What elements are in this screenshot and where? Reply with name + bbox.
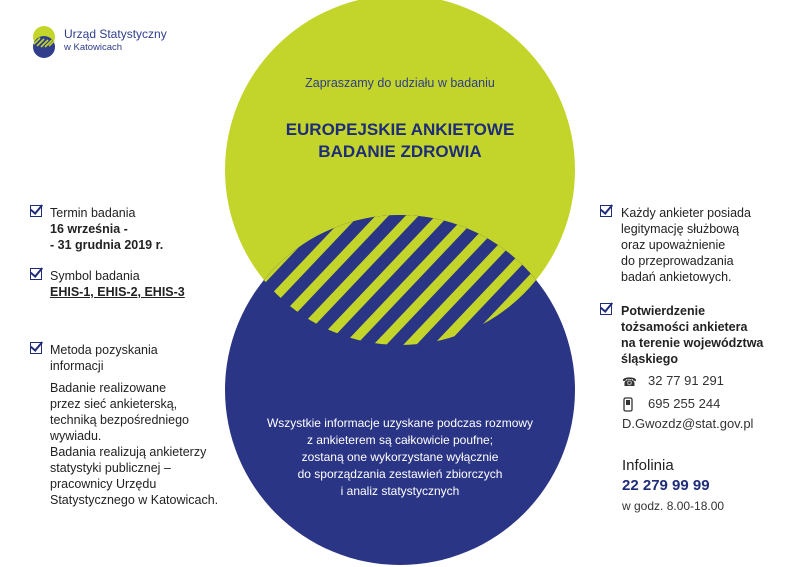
term-block [50,205,163,253]
method-line: wywiadu. [50,429,102,443]
invite-text: Zapraszamy do udziału w badaniu [305,76,495,90]
title-line2: BADANIE ZDROWIA [318,142,482,161]
verify-block [621,303,763,367]
phone-icon: ☎ [622,375,637,389]
method-line: pracownicy Urzędu [50,477,157,491]
symbol-label: Symbol badania [50,269,140,283]
confidential-line: i analiz statystycznych [340,484,460,498]
method-line: techniką bezpośredniego [50,413,189,427]
verify-line: na terenie województwa [621,336,764,350]
infolinia-number[interactable]: 22 279 99 99 [622,477,710,494]
symbol-value: EHIS-1, EHIS-2, EHIS-3 [50,285,185,299]
logo-line2: w Katowicach [64,42,123,53]
confidential-line: zostaną one wykorzystane wyłącznie [301,450,499,464]
verify-line: Potwierdzenie [621,304,706,318]
logo-mark-icon [28,26,60,58]
logo-text [64,28,167,54]
mobile-number[interactable]: 695 255 244 [648,396,721,411]
mobile-phone-icon [623,397,633,412]
id-line: Każdy ankieter posiada [621,206,751,220]
id-line: do przeprowadzania [621,254,734,268]
infolinia-label: Infolinia [622,457,674,474]
method-line: przez sieć ankieterską, [50,397,178,411]
checkbox-icon [30,268,42,280]
term-label: Termin badania [50,206,136,220]
hours-text: w godz. 8.00-18.00 [622,499,725,513]
id-block [621,205,751,285]
confidentiality-note [235,415,565,500]
phone-number[interactable]: 32 77 91 291 [648,373,724,388]
method-label-2: informacji [50,359,104,373]
verify-line: śląskiego [621,352,678,366]
method-line: Badanie realizowane [50,381,167,395]
logo-line1: Urząd Statystyczny [64,27,167,41]
checkbox-icon [30,342,42,354]
method-label-1: Metoda pozyskania [50,343,158,357]
email-link[interactable]: D.Gwozdz@stat.gov.pl [622,416,754,431]
method-line: Badania realizują ankieterzy [50,445,207,459]
method-line: statystyki publicznej – [50,461,171,475]
title-line1: EUROPEJSKIE ANKIETOWE [285,120,515,139]
checkbox-icon [30,205,42,217]
method-description [50,380,218,508]
checkbox-icon [600,303,612,315]
checkbox-icon [600,205,612,217]
logo [28,22,188,72]
method-line: Statystycznego w Katowicach. [50,493,219,507]
method-block [50,342,158,374]
confidential-line: Wszystkie informacje uzyskane podczas rozmowy [266,416,534,430]
symbol-block [50,268,185,300]
term-date-start: 16 września - [50,222,128,236]
id-line: badań ankietowych. [621,270,732,284]
id-line: legitymację służbową [621,222,740,236]
verify-line: tożsamości ankietera [621,320,748,334]
term-date-end: - 31 grudnia 2019 r. [50,238,164,252]
page-title [240,119,560,163]
confidential-line: do sporządzania zestawień zbiorczych [297,467,503,481]
confidential-line: z ankieterem są całkowicie poufne; [306,433,494,447]
id-line: oraz upoważnienie [621,238,726,252]
